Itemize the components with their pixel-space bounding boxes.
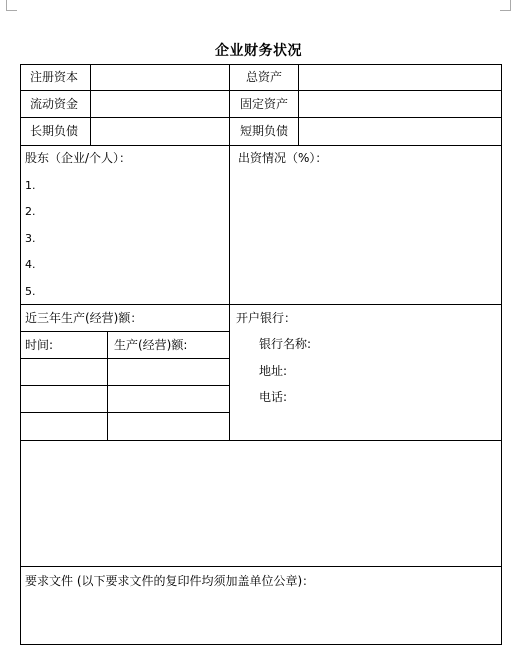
column-header-time: 时间: [25,338,54,352]
shareholder-item: 3. [25,232,36,245]
row-line [20,331,230,332]
shareholder-item: 4. [25,258,36,271]
label-production: 近三年生产(经营)额： [25,311,143,325]
row-line [20,440,502,441]
shareholder-item: 1. [25,179,36,192]
label-total-assets: 总资产 [246,70,283,84]
row-line [20,304,502,305]
page-corner-mark-left [6,0,17,11]
label-bank-phone: 电话: [259,390,288,404]
column-line [298,64,299,145]
label-working-capital: 流动资金 [30,97,79,111]
label-investment: 出资情况（%）： [238,151,328,165]
shareholder-item: 5. [25,285,36,298]
row-line [20,385,230,386]
label-bank: 开户银行： [236,311,297,325]
page-corner-mark-right [500,0,511,11]
row-line [20,145,502,146]
row-line [20,566,502,567]
label-short-term-liabilities: 短期负债 [240,124,289,138]
label-shareholders: 股东（企业/个人）： [25,151,132,165]
row-line [20,358,230,359]
row-line [20,117,502,118]
column-line [107,331,108,440]
label-required-documents: 要求文件 (以下要求文件的复印件均须加盖单位公章)： [25,574,315,588]
label-registered-capital: 注册资本 [30,70,79,84]
label-bank-name: 银行名称: [259,337,312,351]
column-header-amount: 生产(经营)额: [114,338,188,352]
page-title: 企业财务状况 [215,43,302,59]
label-fixed-assets: 固定资产 [240,97,289,111]
label-bank-address: 地址: [259,364,288,378]
label-long-term-liabilities: 长期负债 [30,124,79,138]
row-line [20,90,502,91]
column-line [229,64,230,440]
shareholder-item: 2. [25,205,36,218]
column-line [90,64,91,145]
row-line [20,412,230,413]
